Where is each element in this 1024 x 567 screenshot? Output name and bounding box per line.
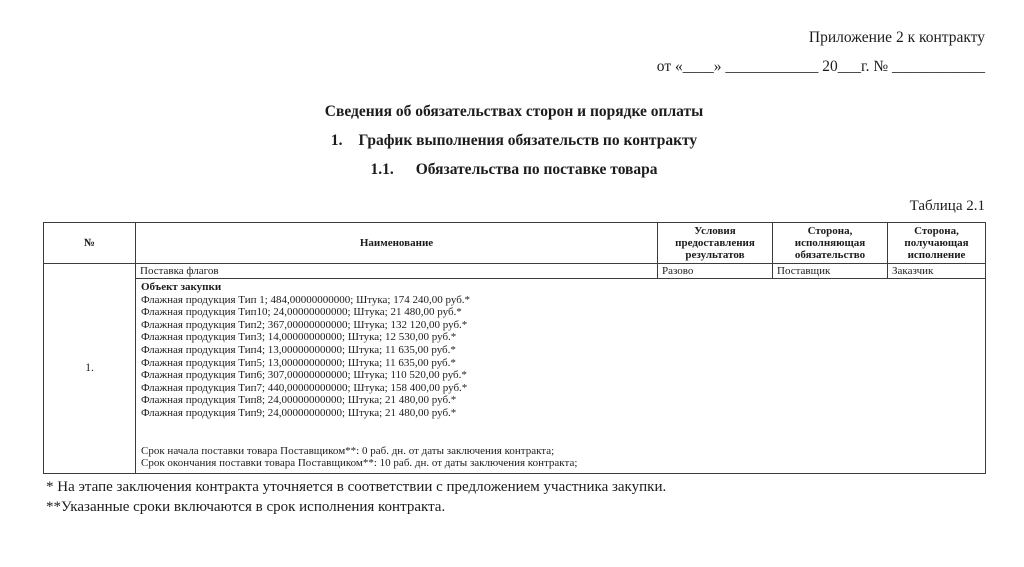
document-headings	[43, 103, 985, 190]
product-line: Флажная продукция Тип 1; 484,00000000000; Штука; 174 240,00 руб.*	[141, 293, 471, 306]
footnotes	[46, 477, 666, 517]
product-line: Флажная продукция Тип8; 24,00000000000; Штука; 21 480,00 руб.*	[141, 394, 457, 407]
delivery-conditions-cell: Разово	[658, 264, 773, 279]
col-header-executor: Сторона, исполняющая обязательство	[773, 223, 888, 264]
product-line: Флажная продукция Тип9; 24,00000000000; Штука; 21 480,00 руб.*	[141, 406, 457, 419]
section-heading	[43, 132, 985, 150]
product-line: Флажная продукция Тип5; 13,00000000000; Штука; 11 635,00 руб.*	[141, 356, 456, 369]
delivery-row	[44, 264, 986, 279]
product-line: Флажная продукция Тип6; 307,00000000000; Штука; 110 520,00 руб.*	[141, 369, 467, 382]
procurement-object-title: Объект закупки	[141, 281, 222, 293]
procurement-object-cell	[136, 279, 986, 474]
product-list	[141, 294, 980, 420]
spacer	[141, 420, 980, 445]
appendix-header	[657, 28, 985, 76]
product-line: Флажная продукция Тип3; 14,00000000000; Штука; 12 530,00 руб.*	[141, 331, 457, 344]
col-header-name: Наименование	[136, 223, 658, 264]
delivery-executor-cell: Поставщик	[773, 264, 888, 279]
subsection-title: Обязательства по поставке товара	[415, 161, 658, 178]
delivery-receiver-cell: Заказчик	[888, 264, 986, 279]
product-line: Флажная продукция Тип4; 13,00000000000; Штука; 11 635,00 руб.*	[141, 343, 456, 356]
appendix-title: Приложение 2 к контракту	[808, 29, 985, 46]
table-caption: Таблица 2.1	[909, 198, 985, 214]
section-title: График выполнения обязательств по контракту	[358, 132, 698, 149]
col-header-receiver: Сторона, получающая исполнение	[888, 223, 986, 264]
subsection-number: 1.1.	[370, 161, 394, 178]
product-line: Флажная продукция Тип2; 367,00000000000; Штука; 132 120,00 руб.*	[141, 318, 468, 331]
footnote-double-asterisk: **Указанные сроки включаются в срок исполнения контракта.	[46, 499, 446, 515]
subsection-heading	[43, 161, 985, 179]
contract-date-line: от «____» ____________ 20___г. № ____________	[656, 58, 985, 75]
row-number-cell: 1.	[44, 264, 136, 474]
product-line: Флажная продукция Тип10; 24,00000000000; Штука; 21 480,00 руб.*	[141, 306, 462, 319]
table-header-row	[44, 223, 986, 264]
col-header-conditions: Условия предоставления результатов	[658, 223, 773, 264]
term-start-line: Срок начала поставки товара Поставщиком**: 0 раб. дн. от даты заключения контракта;	[141, 444, 555, 457]
footnote-single-asterisk: * На этапе заключения контракта уточняется в соответствии с предложением участника закупки.	[46, 479, 667, 495]
product-line: Флажная продукция Тип7; 440,00000000000; Штука; 158 400,00 руб.*	[141, 381, 468, 394]
section-number: 1.	[330, 132, 343, 149]
delivery-name-cell: Поставка флагов	[136, 264, 658, 279]
col-header-number: №	[44, 223, 136, 264]
obligations-table	[43, 222, 986, 474]
main-heading: Сведения об обязательствах сторон и порядке оплаты	[324, 103, 704, 120]
object-row	[44, 279, 986, 474]
term-end-line: Срок окончания поставки товара Поставщиком**: 10 раб. дн. от даты заключения контракта;	[141, 457, 578, 470]
